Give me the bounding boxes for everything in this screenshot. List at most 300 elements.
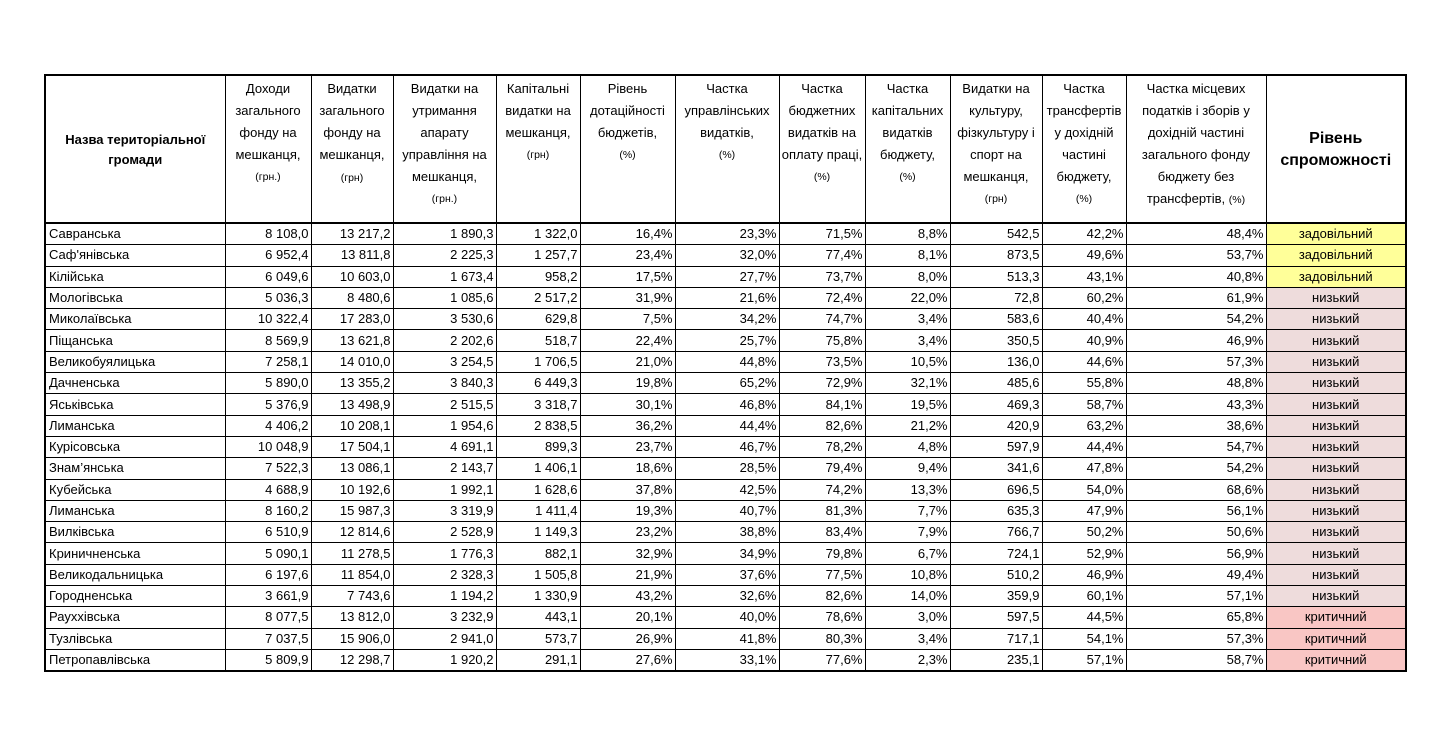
cell-wage-share: 79,4% bbox=[779, 458, 865, 479]
cell-transfer-share: 57,1% bbox=[1042, 649, 1126, 671]
cell-capital-share: 3,4% bbox=[865, 628, 950, 649]
header-general-fund-expenditure: Видатки загального фонду на мешканця, (грн) bbox=[311, 75, 393, 223]
cell-capacity-level: низький bbox=[1266, 287, 1406, 308]
header-unit: (%) bbox=[899, 171, 916, 183]
header-local-tax-share: Частка місцевих податків і зборів у дохідній частині загального фонду бюджету без трансфертів, (%) bbox=[1126, 75, 1266, 223]
cell-transfer-share: 46,9% bbox=[1042, 564, 1126, 585]
cell-revenue: 4 688,9 bbox=[225, 479, 311, 500]
table-body bbox=[45, 223, 1406, 671]
cell-admin-share: 28,5% bbox=[675, 458, 779, 479]
cell-capacity-level: низький bbox=[1266, 394, 1406, 415]
cell-admin-expenditure: 1 890,3 bbox=[393, 223, 496, 245]
cell-local-tax-share: 46,9% bbox=[1126, 330, 1266, 351]
cell-capital-expenditure: 899,3 bbox=[496, 436, 580, 457]
cell-capital-share: 8,0% bbox=[865, 266, 950, 287]
cell-subsidy-level: 27,6% bbox=[580, 649, 675, 671]
cell-culture-expenditure: 696,5 bbox=[950, 479, 1042, 500]
table-row bbox=[45, 394, 1406, 415]
cell-capital-share: 10,5% bbox=[865, 351, 950, 372]
cell-expenditure: 17 504,1 bbox=[311, 436, 393, 457]
cell-admin-share: 34,9% bbox=[675, 543, 779, 564]
cell-wage-share: 73,7% bbox=[779, 266, 865, 287]
cell-capital-share: 21,2% bbox=[865, 415, 950, 436]
cell-capital-expenditure: 291,1 bbox=[496, 649, 580, 671]
cell-culture-expenditure: 350,5 bbox=[950, 330, 1042, 351]
cell-capital-share: 10,8% bbox=[865, 564, 950, 585]
cell-community-name: Курісовська bbox=[45, 436, 225, 457]
cell-local-tax-share: 48,4% bbox=[1126, 223, 1266, 245]
table-row bbox=[45, 458, 1406, 479]
cell-expenditure: 15 906,0 bbox=[311, 628, 393, 649]
header-general-fund-revenue: Доходи загального фонду на мешканця, (грн.) bbox=[225, 75, 311, 223]
header-unit: (грн) bbox=[526, 149, 550, 161]
cell-revenue: 6 049,6 bbox=[225, 266, 311, 287]
cell-culture-expenditure: 341,6 bbox=[950, 458, 1042, 479]
cell-local-tax-share: 65,8% bbox=[1126, 607, 1266, 628]
cell-admin-share: 40,7% bbox=[675, 500, 779, 521]
cell-revenue: 7 037,5 bbox=[225, 628, 311, 649]
header-transfer-share: Частка трансфертів у дохідній частині бюджету, (%) bbox=[1042, 75, 1126, 223]
cell-local-tax-share: 54,7% bbox=[1126, 436, 1266, 457]
cell-local-tax-share: 61,9% bbox=[1126, 287, 1266, 308]
cell-admin-expenditure: 1 194,2 bbox=[393, 586, 496, 607]
cell-subsidy-level: 21,9% bbox=[580, 564, 675, 585]
cell-expenditure: 13 355,2 bbox=[311, 373, 393, 394]
cell-wage-share: 82,6% bbox=[779, 586, 865, 607]
cell-capacity-level: низький bbox=[1266, 543, 1406, 564]
cell-transfer-share: 54,1% bbox=[1042, 628, 1126, 649]
cell-local-tax-share: 43,3% bbox=[1126, 394, 1266, 415]
cell-transfer-share: 55,8% bbox=[1042, 373, 1126, 394]
cell-admin-expenditure: 1 673,4 bbox=[393, 266, 496, 287]
table-row bbox=[45, 586, 1406, 607]
header-admin-expenditure: Видатки на утримання апарату управління на мешканця, (грн.) bbox=[393, 75, 496, 223]
cell-culture-expenditure: 72,8 bbox=[950, 287, 1042, 308]
header-unit: (%) bbox=[1228, 194, 1246, 206]
cell-subsidy-level: 20,1% bbox=[580, 607, 675, 628]
cell-transfer-share: 49,6% bbox=[1042, 245, 1126, 266]
cell-local-tax-share: 53,7% bbox=[1126, 245, 1266, 266]
cell-capital-share: 9,4% bbox=[865, 458, 950, 479]
header-culture-expenditure: Видатки на культуру, фізкультуру і спорт на мешканця, (грн) bbox=[950, 75, 1042, 223]
cell-wage-share: 80,3% bbox=[779, 628, 865, 649]
cell-culture-expenditure: 420,9 bbox=[950, 415, 1042, 436]
cell-capacity-level: критичний bbox=[1266, 607, 1406, 628]
header-unit: (%) bbox=[619, 149, 636, 161]
cell-local-tax-share: 56,1% bbox=[1126, 500, 1266, 521]
cell-culture-expenditure: 513,3 bbox=[950, 266, 1042, 287]
cell-admin-share: 38,8% bbox=[675, 522, 779, 543]
cell-admin-expenditure: 3 254,5 bbox=[393, 351, 496, 372]
cell-capital-share: 4,8% bbox=[865, 436, 950, 457]
cell-revenue: 6 510,9 bbox=[225, 522, 311, 543]
table-row bbox=[45, 543, 1406, 564]
table-row bbox=[45, 479, 1406, 500]
cell-capital-share: 6,7% bbox=[865, 543, 950, 564]
cell-subsidy-level: 19,3% bbox=[580, 500, 675, 521]
cell-local-tax-share: 49,4% bbox=[1126, 564, 1266, 585]
cell-admin-share: 27,7% bbox=[675, 266, 779, 287]
cell-transfer-share: 47,8% bbox=[1042, 458, 1126, 479]
cell-culture-expenditure: 359,9 bbox=[950, 586, 1042, 607]
cell-capacity-level: низький bbox=[1266, 309, 1406, 330]
cell-culture-expenditure: 583,6 bbox=[950, 309, 1042, 330]
table-row bbox=[45, 223, 1406, 245]
table-row bbox=[45, 287, 1406, 308]
cell-subsidy-level: 18,6% bbox=[580, 458, 675, 479]
cell-revenue: 6 952,4 bbox=[225, 245, 311, 266]
cell-revenue: 5 036,3 bbox=[225, 287, 311, 308]
cell-revenue: 6 197,6 bbox=[225, 564, 311, 585]
cell-capital-expenditure: 2 517,2 bbox=[496, 287, 580, 308]
cell-transfer-share: 50,2% bbox=[1042, 522, 1126, 543]
cell-wage-share: 78,2% bbox=[779, 436, 865, 457]
cell-community-name: Великобуялицька bbox=[45, 351, 225, 372]
cell-community-name: Піщанська bbox=[45, 330, 225, 351]
cell-capacity-level: низький bbox=[1266, 373, 1406, 394]
cell-subsidy-level: 26,9% bbox=[580, 628, 675, 649]
cell-local-tax-share: 58,7% bbox=[1126, 649, 1266, 671]
cell-expenditure: 14 010,0 bbox=[311, 351, 393, 372]
cell-wage-share: 82,6% bbox=[779, 415, 865, 436]
cell-subsidy-level: 16,4% bbox=[580, 223, 675, 245]
cell-revenue: 4 406,2 bbox=[225, 415, 311, 436]
cell-admin-share: 44,4% bbox=[675, 415, 779, 436]
cell-capital-expenditure: 6 449,3 bbox=[496, 373, 580, 394]
cell-wage-share: 77,5% bbox=[779, 564, 865, 585]
cell-transfer-share: 54,0% bbox=[1042, 479, 1126, 500]
cell-capacity-level: низький bbox=[1266, 436, 1406, 457]
cell-admin-expenditure: 3 840,3 bbox=[393, 373, 496, 394]
cell-capacity-level: низький bbox=[1266, 500, 1406, 521]
cell-wage-share: 84,1% bbox=[779, 394, 865, 415]
cell-revenue: 8 160,2 bbox=[225, 500, 311, 521]
cell-transfer-share: 40,4% bbox=[1042, 309, 1126, 330]
table-row bbox=[45, 415, 1406, 436]
cell-capital-share: 3,4% bbox=[865, 309, 950, 330]
cell-admin-share: 32,0% bbox=[675, 245, 779, 266]
cell-revenue: 3 661,9 bbox=[225, 586, 311, 607]
cell-local-tax-share: 68,6% bbox=[1126, 479, 1266, 500]
cell-local-tax-share: 57,3% bbox=[1126, 351, 1266, 372]
cell-capital-share: 13,3% bbox=[865, 479, 950, 500]
cell-expenditure: 13 812,0 bbox=[311, 607, 393, 628]
cell-expenditure: 8 480,6 bbox=[311, 287, 393, 308]
header-row bbox=[45, 75, 1406, 223]
header-unit: (%) bbox=[813, 171, 831, 183]
cell-capacity-level: задовільний bbox=[1266, 266, 1406, 287]
table-row bbox=[45, 500, 1406, 521]
cell-admin-share: 46,8% bbox=[675, 394, 779, 415]
cell-community-name: Знам’янська bbox=[45, 458, 225, 479]
cell-wage-share: 83,4% bbox=[779, 522, 865, 543]
cell-transfer-share: 44,6% bbox=[1042, 351, 1126, 372]
cell-admin-expenditure: 2 528,9 bbox=[393, 522, 496, 543]
cell-wage-share: 74,2% bbox=[779, 479, 865, 500]
cell-expenditure: 10 192,6 bbox=[311, 479, 393, 500]
cell-capital-expenditure: 1 149,3 bbox=[496, 522, 580, 543]
table-row bbox=[45, 564, 1406, 585]
cell-expenditure: 17 283,0 bbox=[311, 309, 393, 330]
cell-culture-expenditure: 235,1 bbox=[950, 649, 1042, 671]
cell-capital-share: 7,7% bbox=[865, 500, 950, 521]
cell-expenditure: 13 086,1 bbox=[311, 458, 393, 479]
cell-transfer-share: 44,5% bbox=[1042, 607, 1126, 628]
cell-culture-expenditure: 597,5 bbox=[950, 607, 1042, 628]
cell-capital-expenditure: 3 318,7 bbox=[496, 394, 580, 415]
cell-expenditure: 12 814,6 bbox=[311, 522, 393, 543]
cell-capital-share: 7,9% bbox=[865, 522, 950, 543]
cell-capital-expenditure: 518,7 bbox=[496, 330, 580, 351]
cell-admin-expenditure: 1 085,6 bbox=[393, 287, 496, 308]
header-community-name: Назва територіальної громади bbox=[45, 75, 225, 223]
cell-capital-share: 3,4% bbox=[865, 330, 950, 351]
cell-local-tax-share: 57,1% bbox=[1126, 586, 1266, 607]
cell-community-name: Саф'янівська bbox=[45, 245, 225, 266]
cell-transfer-share: 63,2% bbox=[1042, 415, 1126, 436]
cell-subsidy-level: 23,7% bbox=[580, 436, 675, 457]
cell-community-name: Мологівська bbox=[45, 287, 225, 308]
cell-wage-share: 72,9% bbox=[779, 373, 865, 394]
cell-capital-expenditure: 1 628,6 bbox=[496, 479, 580, 500]
cell-revenue: 5 376,9 bbox=[225, 394, 311, 415]
cell-admin-expenditure: 1 954,6 bbox=[393, 415, 496, 436]
cell-subsidy-level: 31,9% bbox=[580, 287, 675, 308]
cell-admin-expenditure: 3 319,9 bbox=[393, 500, 496, 521]
cell-capital-share: 32,1% bbox=[865, 373, 950, 394]
cell-capital-share: 19,5% bbox=[865, 394, 950, 415]
cell-transfer-share: 58,7% bbox=[1042, 394, 1126, 415]
cell-wage-share: 81,3% bbox=[779, 500, 865, 521]
cell-wage-share: 75,8% bbox=[779, 330, 865, 351]
cell-admin-share: 33,1% bbox=[675, 649, 779, 671]
cell-admin-expenditure: 2 515,5 bbox=[393, 394, 496, 415]
header-capital-expenditure: Капітальні видатки на мешканця, (грн) bbox=[496, 75, 580, 223]
cell-revenue: 5 890,0 bbox=[225, 373, 311, 394]
cell-revenue: 7 522,3 bbox=[225, 458, 311, 479]
cell-admin-expenditure: 1 776,3 bbox=[393, 543, 496, 564]
table-row bbox=[45, 607, 1406, 628]
table-row bbox=[45, 649, 1406, 671]
header-capital-share: Частка капітальних видатків бюджету, (%) bbox=[865, 75, 950, 223]
cell-admin-share: 32,6% bbox=[675, 586, 779, 607]
cell-wage-share: 73,5% bbox=[779, 351, 865, 372]
cell-community-name: Миколаївська bbox=[45, 309, 225, 330]
cell-transfer-share: 40,9% bbox=[1042, 330, 1126, 351]
cell-culture-expenditure: 542,5 bbox=[950, 223, 1042, 245]
cell-capital-expenditure: 1 706,5 bbox=[496, 351, 580, 372]
cell-transfer-share: 42,2% bbox=[1042, 223, 1126, 245]
cell-admin-expenditure: 2 202,6 bbox=[393, 330, 496, 351]
cell-revenue: 5 809,9 bbox=[225, 649, 311, 671]
cell-local-tax-share: 40,8% bbox=[1126, 266, 1266, 287]
cell-revenue: 10 322,4 bbox=[225, 309, 311, 330]
cell-admin-share: 42,5% bbox=[675, 479, 779, 500]
cell-admin-share: 65,2% bbox=[675, 373, 779, 394]
table-row bbox=[45, 351, 1406, 372]
cell-capital-share: 3,0% bbox=[865, 607, 950, 628]
cell-wage-share: 77,6% bbox=[779, 649, 865, 671]
table-header bbox=[45, 75, 1406, 223]
cell-revenue: 5 090,1 bbox=[225, 543, 311, 564]
table-row bbox=[45, 309, 1406, 330]
cell-capacity-level: низький bbox=[1266, 522, 1406, 543]
cell-community-name: Яськівська bbox=[45, 394, 225, 415]
cell-community-name: Кубейська bbox=[45, 479, 225, 500]
cell-admin-expenditure: 4 691,1 bbox=[393, 436, 496, 457]
cell-capital-expenditure: 573,7 bbox=[496, 628, 580, 649]
cell-wage-share: 71,5% bbox=[779, 223, 865, 245]
cell-capacity-level: низький bbox=[1266, 330, 1406, 351]
cell-capacity-level: низький bbox=[1266, 415, 1406, 436]
cell-community-name: Лиманська bbox=[45, 415, 225, 436]
cell-community-name: Рауххівська bbox=[45, 607, 225, 628]
table-row bbox=[45, 330, 1406, 351]
header-subsidy-level: Рівень дотаційності бюджетів, (%) bbox=[580, 75, 675, 223]
cell-wage-share: 79,8% bbox=[779, 543, 865, 564]
table-row bbox=[45, 373, 1406, 394]
cell-capital-share: 8,8% bbox=[865, 223, 950, 245]
header-unit: (грн) bbox=[340, 172, 364, 184]
cell-admin-expenditure: 2 941,0 bbox=[393, 628, 496, 649]
cell-local-tax-share: 54,2% bbox=[1126, 309, 1266, 330]
cell-capital-expenditure: 1 257,7 bbox=[496, 245, 580, 266]
cell-capacity-level: критичний bbox=[1266, 628, 1406, 649]
header-unit: (грн) bbox=[984, 193, 1008, 205]
table-row bbox=[45, 245, 1406, 266]
cell-capital-expenditure: 443,1 bbox=[496, 607, 580, 628]
cell-revenue: 8 108,0 bbox=[225, 223, 311, 245]
header-unit: (%) bbox=[718, 149, 736, 161]
cell-transfer-share: 60,2% bbox=[1042, 287, 1126, 308]
cell-expenditure: 13 498,9 bbox=[311, 394, 393, 415]
cell-subsidy-level: 30,1% bbox=[580, 394, 675, 415]
cell-capital-expenditure: 958,2 bbox=[496, 266, 580, 287]
cell-subsidy-level: 17,5% bbox=[580, 266, 675, 287]
cell-capacity-level: низький bbox=[1266, 351, 1406, 372]
header-unit: (%) bbox=[1075, 193, 1093, 205]
cell-culture-expenditure: 635,3 bbox=[950, 500, 1042, 521]
cell-local-tax-share: 56,9% bbox=[1126, 543, 1266, 564]
cell-culture-expenditure: 485,6 bbox=[950, 373, 1042, 394]
cell-expenditure: 10 208,1 bbox=[311, 415, 393, 436]
cell-subsidy-level: 23,2% bbox=[580, 522, 675, 543]
cell-culture-expenditure: 724,1 bbox=[950, 543, 1042, 564]
cell-capital-expenditure: 629,8 bbox=[496, 309, 580, 330]
cell-community-name: Криничненська bbox=[45, 543, 225, 564]
cell-expenditure: 10 603,0 bbox=[311, 266, 393, 287]
cell-expenditure: 11 278,5 bbox=[311, 543, 393, 564]
cell-capacity-level: низький bbox=[1266, 586, 1406, 607]
cell-local-tax-share: 50,6% bbox=[1126, 522, 1266, 543]
cell-capacity-level: задовільний bbox=[1266, 245, 1406, 266]
cell-admin-share: 34,2% bbox=[675, 309, 779, 330]
cell-admin-share: 23,3% bbox=[675, 223, 779, 245]
capacity-table bbox=[44, 74, 1407, 672]
cell-revenue: 8 077,5 bbox=[225, 607, 311, 628]
cell-local-tax-share: 54,2% bbox=[1126, 458, 1266, 479]
cell-capital-expenditure: 1 406,1 bbox=[496, 458, 580, 479]
cell-admin-expenditure: 1 920,2 bbox=[393, 649, 496, 671]
cell-admin-expenditure: 2 328,3 bbox=[393, 564, 496, 585]
cell-expenditure: 13 217,2 bbox=[311, 223, 393, 245]
cell-admin-share: 37,6% bbox=[675, 564, 779, 585]
cell-capital-expenditure: 882,1 bbox=[496, 543, 580, 564]
cell-subsidy-level: 23,4% bbox=[580, 245, 675, 266]
cell-revenue: 7 258,1 bbox=[225, 351, 311, 372]
cell-culture-expenditure: 136,0 bbox=[950, 351, 1042, 372]
cell-expenditure: 11 854,0 bbox=[311, 564, 393, 585]
cell-transfer-share: 60,1% bbox=[1042, 586, 1126, 607]
cell-community-name: Лиманська bbox=[45, 500, 225, 521]
cell-admin-share: 25,7% bbox=[675, 330, 779, 351]
cell-transfer-share: 44,4% bbox=[1042, 436, 1126, 457]
cell-capacity-level: критичний bbox=[1266, 649, 1406, 671]
cell-capital-share: 2,3% bbox=[865, 649, 950, 671]
cell-capacity-level: низький bbox=[1266, 479, 1406, 500]
cell-capital-share: 8,1% bbox=[865, 245, 950, 266]
cell-culture-expenditure: 766,7 bbox=[950, 522, 1042, 543]
cell-admin-expenditure: 3 530,6 bbox=[393, 309, 496, 330]
cell-admin-expenditure: 3 232,9 bbox=[393, 607, 496, 628]
cell-subsidy-level: 19,8% bbox=[580, 373, 675, 394]
table-row bbox=[45, 436, 1406, 457]
cell-expenditure: 7 743,6 bbox=[311, 586, 393, 607]
cell-admin-share: 40,0% bbox=[675, 607, 779, 628]
cell-capacity-level: задовільний bbox=[1266, 223, 1406, 245]
cell-culture-expenditure: 469,3 bbox=[950, 394, 1042, 415]
cell-subsidy-level: 7,5% bbox=[580, 309, 675, 330]
cell-capital-share: 22,0% bbox=[865, 287, 950, 308]
cell-community-name: Дачненська bbox=[45, 373, 225, 394]
cell-community-name: Савранська bbox=[45, 223, 225, 245]
cell-subsidy-level: 43,2% bbox=[580, 586, 675, 607]
cell-community-name: Городненська bbox=[45, 586, 225, 607]
header-admin-share: Частка управлінських видатків, (%) bbox=[675, 75, 779, 223]
header-wage-share: Частка бюджетних видатків на оплату праці, (%) bbox=[779, 75, 865, 223]
header-unit: (грн.) bbox=[255, 171, 281, 183]
cell-culture-expenditure: 717,1 bbox=[950, 628, 1042, 649]
table-row bbox=[45, 522, 1406, 543]
cell-transfer-share: 52,9% bbox=[1042, 543, 1126, 564]
cell-subsidy-level: 36,2% bbox=[580, 415, 675, 436]
cell-admin-share: 21,6% bbox=[675, 287, 779, 308]
cell-admin-expenditure: 2 143,7 bbox=[393, 458, 496, 479]
cell-admin-share: 46,7% bbox=[675, 436, 779, 457]
cell-admin-expenditure: 1 992,1 bbox=[393, 479, 496, 500]
cell-capital-share: 14,0% bbox=[865, 586, 950, 607]
cell-capital-expenditure: 1 505,8 bbox=[496, 564, 580, 585]
cell-expenditure: 15 987,3 bbox=[311, 500, 393, 521]
cell-admin-share: 41,8% bbox=[675, 628, 779, 649]
cell-wage-share: 72,4% bbox=[779, 287, 865, 308]
cell-subsidy-level: 21,0% bbox=[580, 351, 675, 372]
cell-capacity-level: низький bbox=[1266, 564, 1406, 585]
cell-culture-expenditure: 873,5 bbox=[950, 245, 1042, 266]
cell-transfer-share: 43,1% bbox=[1042, 266, 1126, 287]
cell-revenue: 10 048,9 bbox=[225, 436, 311, 457]
cell-capital-expenditure: 1 322,0 bbox=[496, 223, 580, 245]
cell-wage-share: 78,6% bbox=[779, 607, 865, 628]
cell-subsidy-level: 37,8% bbox=[580, 479, 675, 500]
cell-admin-share: 44,8% bbox=[675, 351, 779, 372]
cell-subsidy-level: 32,9% bbox=[580, 543, 675, 564]
cell-expenditure: 13 811,8 bbox=[311, 245, 393, 266]
table-row bbox=[45, 266, 1406, 287]
cell-community-name: Кілійська bbox=[45, 266, 225, 287]
cell-culture-expenditure: 597,9 bbox=[950, 436, 1042, 457]
cell-community-name: Великодальницька bbox=[45, 564, 225, 585]
